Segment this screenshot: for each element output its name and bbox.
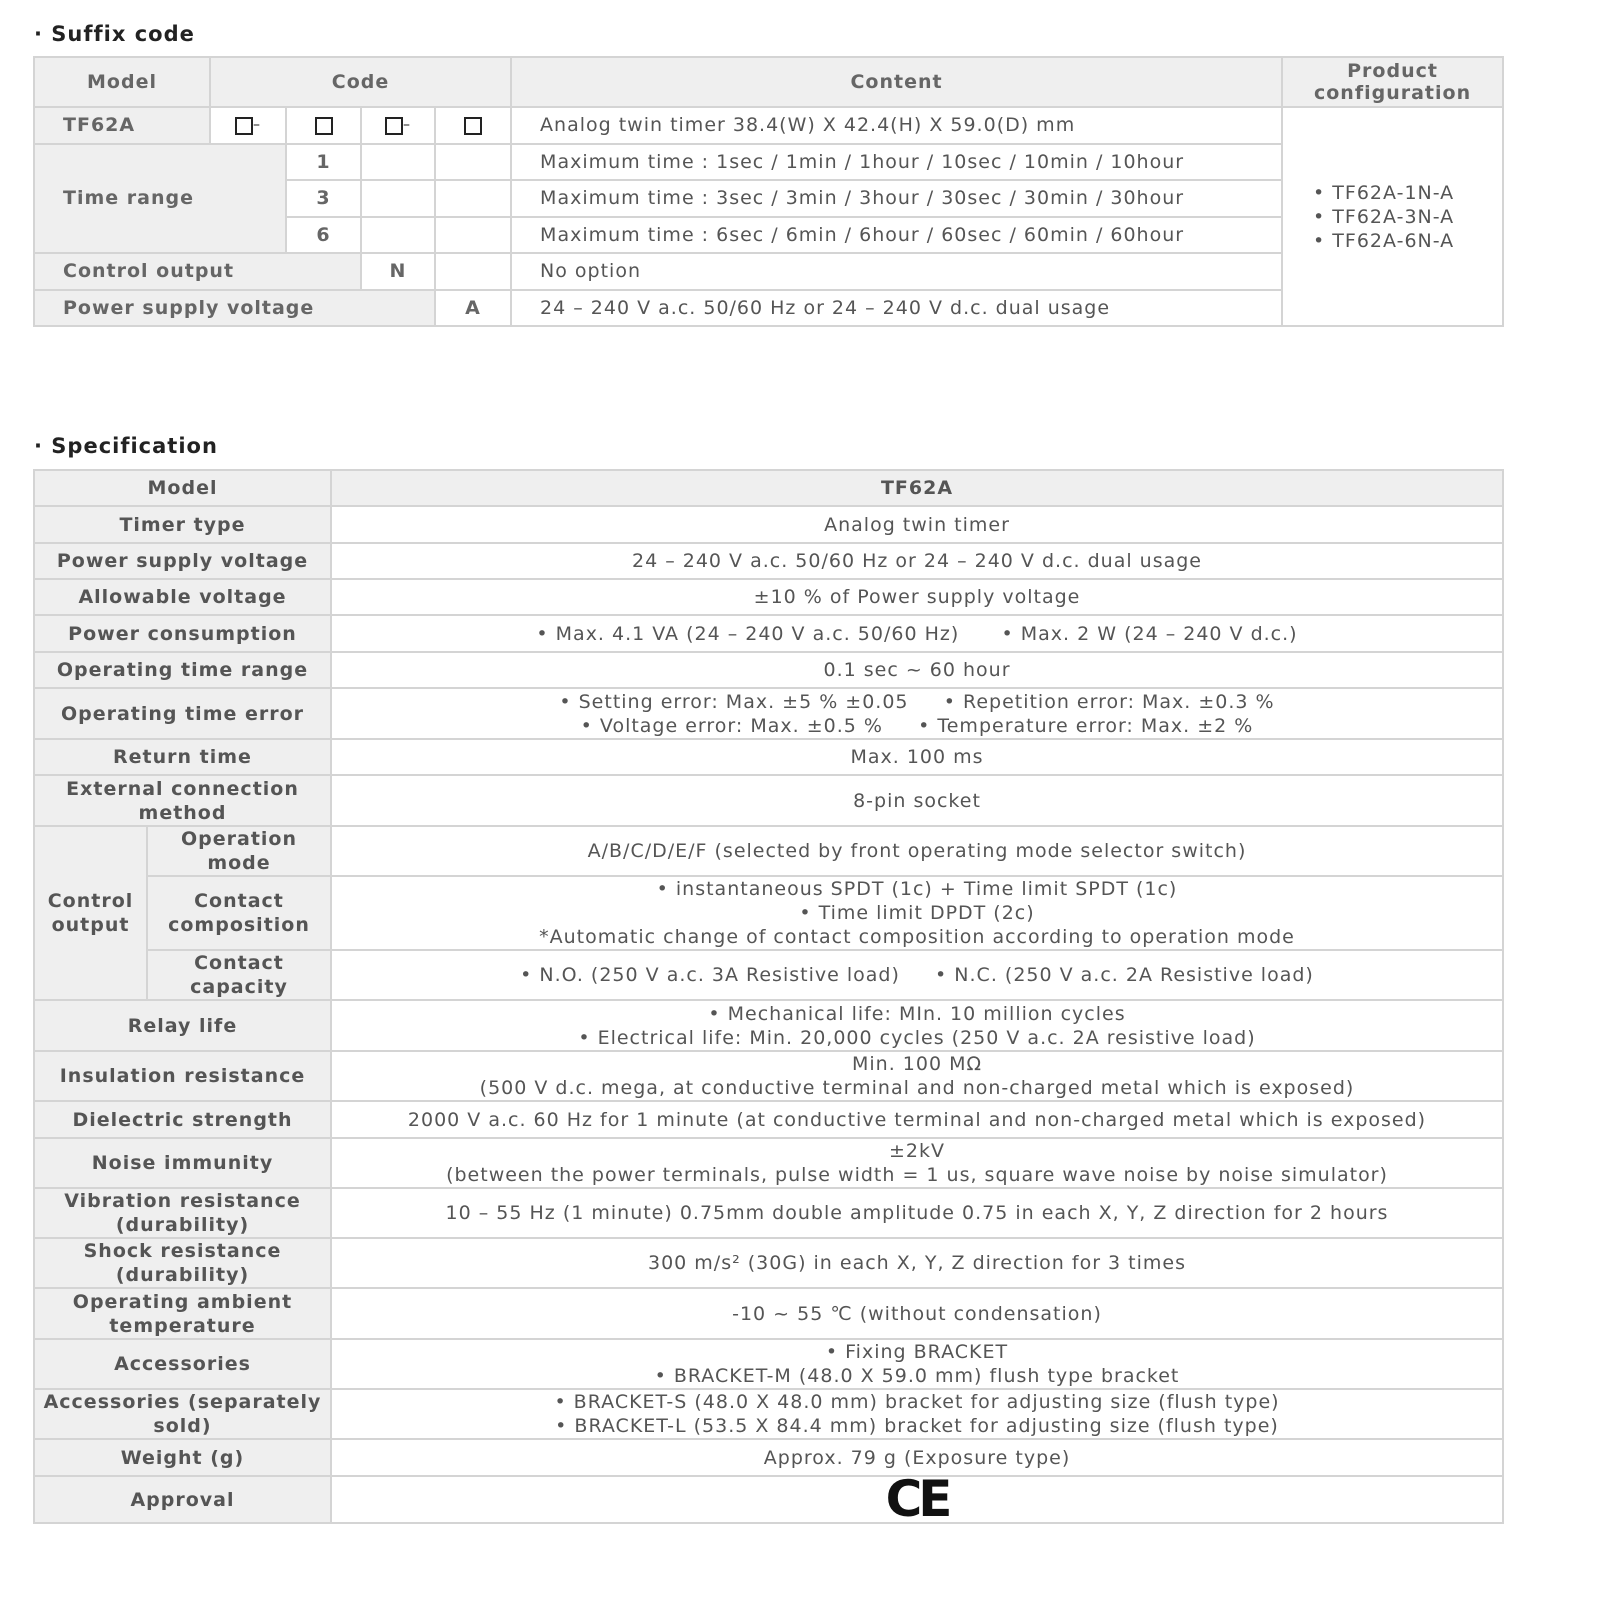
spec-row bbox=[34, 876, 1503, 950]
specification-heading: · Specification bbox=[34, 434, 218, 458]
spec-row bbox=[34, 615, 1503, 652]
spec-value-line: 8-pin socket bbox=[853, 789, 981, 812]
model-content: Analog twin timer 38.4(W) X 42.4(H) X 59.0(D) mm bbox=[511, 107, 1282, 144]
spec-value-line: 300 m/s² (30G) in each X, Y, Z direction for 3 times bbox=[647, 1252, 1186, 1274]
spec-value bbox=[331, 876, 1503, 950]
spec-value bbox=[331, 1138, 1503, 1188]
spec-value bbox=[331, 739, 1503, 775]
header-content: Content bbox=[511, 57, 1282, 107]
spec-model-value: TF62A bbox=[331, 470, 1503, 506]
spec-value bbox=[331, 1238, 1503, 1288]
code-slot-1: – bbox=[210, 107, 286, 144]
spec-value-line: *Automatic change of contact composition according to operation mode bbox=[539, 926, 1295, 948]
power-supply-label: Power supply voltage bbox=[34, 290, 435, 327]
spec-row bbox=[34, 688, 1503, 739]
control-output-label: Control output bbox=[34, 253, 361, 290]
spec-value bbox=[331, 652, 1503, 688]
time-range-code: 3 bbox=[286, 180, 361, 217]
spec-value-line: • BRACKET-L (53.5 X 84.4 mm) bracket for adjusting size (flush type) bbox=[555, 1415, 1279, 1437]
spec-value-line: (500 V d.c. mega, at conductive terminal and non-charged metal which is exposed) bbox=[479, 1077, 1355, 1099]
spec-value bbox=[331, 775, 1503, 826]
spec-value bbox=[331, 1288, 1503, 1339]
spec-value-line: Analog twin timer bbox=[824, 513, 1010, 536]
spec-row bbox=[34, 1101, 1503, 1138]
spec-label: Power consumption bbox=[34, 615, 331, 652]
spec-row bbox=[34, 1339, 1503, 1389]
spec-model-label: Model bbox=[34, 470, 331, 506]
model-cell: TF62A bbox=[34, 107, 210, 144]
config-item: • TF62A-3N-A bbox=[1313, 205, 1455, 228]
spec-label: Timer type bbox=[34, 506, 331, 543]
spec-value bbox=[331, 1339, 1503, 1389]
config-item: • TF62A-1N-A bbox=[1313, 181, 1455, 204]
spec-value-line: Max. 100 ms bbox=[850, 746, 984, 768]
spec-value-line: • N.O. (250 V a.c. 3A Resistive load) • N.C. (250 V a.c. 2A Resistive load) bbox=[520, 964, 1314, 986]
header-product-configuration: Product configuration bbox=[1282, 57, 1503, 107]
spec-row bbox=[34, 579, 1503, 615]
spec-value bbox=[331, 506, 1503, 543]
spec-value bbox=[331, 1051, 1503, 1101]
spec-value-line: 10 – 55 Hz (1 minute) 0.75mm double amplitude 0.75 in each X, Y, Z direction for 2 hours bbox=[445, 1202, 1389, 1224]
spec-label: Dielectric strength bbox=[34, 1101, 331, 1138]
spec-value bbox=[331, 543, 1503, 579]
spec-value-line: 24 – 240 V a.c. 50/60 Hz or 24 – 240 V d.c. dual usage bbox=[632, 550, 1202, 572]
spec-value bbox=[331, 579, 1503, 615]
spec-value-line: -10 ~ 55 ℃ (without condensation) bbox=[732, 1302, 1102, 1325]
spec-value-line: ±2kV bbox=[888, 1140, 945, 1162]
spec-row bbox=[34, 950, 1503, 1000]
spec-label: Accessories (separately sold) bbox=[34, 1389, 331, 1439]
spec-value bbox=[331, 1000, 1503, 1051]
spec-row bbox=[34, 1439, 1503, 1476]
spec-label: Operating ambient temperature bbox=[34, 1288, 331, 1339]
time-range-content: Maximum time : 6sec / 6min / 6hour / 60sec / 60min / 60hour bbox=[511, 217, 1282, 254]
spec-value-line: Min. 100 MΩ bbox=[851, 1053, 982, 1075]
product-configuration-list bbox=[1282, 107, 1503, 326]
suffix-code-heading: · Suffix code bbox=[34, 22, 195, 46]
spec-label: Contact capacity bbox=[147, 950, 331, 1000]
spec-label: Accessories bbox=[34, 1339, 331, 1389]
spec-row bbox=[34, 1476, 1503, 1523]
spec-label: Operating time error bbox=[34, 688, 331, 739]
spec-value-line: • instantaneous SPDT (1c) + Time limit SPDT (1c) bbox=[656, 878, 1178, 900]
spec-row bbox=[34, 1238, 1503, 1288]
spec-value-line: • BRACKET-S (48.0 X 48.0 mm) bracket for adjusting size (flush type) bbox=[554, 1391, 1280, 1413]
code-slot-2 bbox=[286, 107, 361, 144]
spec-value-line: • BRACKET-M (48.0 X 59.0 mm) flush type bracket bbox=[654, 1365, 1180, 1387]
spec-value-line: ±10 % of Power supply voltage bbox=[753, 586, 1081, 608]
spec-value-line: • Voltage error: Max. ±0.5 % • Temperature error: Max. ±2 % bbox=[580, 714, 1254, 737]
spec-row bbox=[34, 775, 1503, 826]
spec-label: Insulation resistance bbox=[34, 1051, 331, 1101]
spec-value-line: Approx. 79 g (Exposure type) bbox=[763, 1446, 1071, 1469]
ce-mark-icon: CE bbox=[885, 1470, 949, 1528]
spec-row bbox=[34, 1389, 1503, 1439]
spec-label: Contact composition bbox=[147, 876, 331, 950]
spec-value bbox=[331, 688, 1503, 739]
header-code: Code bbox=[210, 57, 511, 107]
time-range-code: 1 bbox=[286, 144, 361, 181]
spec-label: Power supply voltage bbox=[34, 543, 331, 579]
spec-row bbox=[34, 652, 1503, 688]
specification-table bbox=[33, 469, 1504, 1528]
time-range-code: 6 bbox=[286, 217, 361, 254]
spec-value-line: • Mechanical life: MIn. 10 million cycles bbox=[708, 1002, 1126, 1025]
spec-label: Operating time range bbox=[34, 652, 331, 688]
spec-value-line: (between the power terminals, pulse width = 1 us, square wave noise by noise simulator) bbox=[446, 1164, 1388, 1186]
spec-value bbox=[331, 615, 1503, 652]
spec-value-line: A/B/C/D/E/F (selected by front operating mode selector switch) bbox=[587, 840, 1247, 862]
spec-value bbox=[331, 1470, 1503, 1528]
time-range-label: Time range bbox=[34, 144, 286, 254]
control-output-content: No option bbox=[511, 253, 1282, 290]
spec-label: Return time bbox=[34, 739, 331, 775]
code-slot-4 bbox=[435, 107, 511, 144]
header-model: Model bbox=[34, 57, 210, 107]
spec-row bbox=[34, 1188, 1503, 1238]
spec-row bbox=[34, 506, 1503, 543]
spec-row bbox=[34, 1288, 1503, 1339]
spec-label: Relay life bbox=[34, 1000, 331, 1051]
spec-value bbox=[331, 950, 1503, 1000]
control-output-group-label: Control output bbox=[34, 826, 147, 1000]
time-range-content: Maximum time : 3sec / 3min / 3hour / 30sec / 30min / 30hour bbox=[511, 180, 1282, 217]
suffix-code-table bbox=[33, 56, 1504, 327]
spec-value bbox=[331, 1101, 1503, 1138]
spec-row bbox=[34, 826, 1503, 876]
spec-row bbox=[34, 739, 1503, 775]
spec-label: Approval bbox=[34, 1476, 331, 1523]
spec-value bbox=[331, 1389, 1503, 1439]
spec-value-line: 0.1 sec ~ 60 hour bbox=[823, 659, 1011, 681]
power-supply-content: 24 – 240 V a.c. 50/60 Hz or 24 – 240 V d.c. dual usage bbox=[511, 290, 1282, 327]
spec-label: Weight (g) bbox=[34, 1439, 331, 1476]
spec-value bbox=[331, 826, 1503, 876]
code-slot-3: – bbox=[361, 107, 435, 144]
spec-label: Noise immunity bbox=[34, 1138, 331, 1188]
spec-row bbox=[34, 1000, 1503, 1051]
time-range-content: Maximum time : 1sec / 1min / 1hour / 10sec / 10min / 10hour bbox=[511, 144, 1282, 181]
power-supply-code: A bbox=[435, 290, 511, 327]
control-output-code: N bbox=[361, 253, 435, 290]
spec-value-line: • Setting error: Max. ±5 % ±0.05 • Repetition error: Max. ±0.3 % bbox=[559, 690, 1275, 713]
spec-value-line: • Max. 4.1 VA (24 – 240 V a.c. 50/60 Hz) • Max. 2 W (24 – 240 V d.c.) bbox=[536, 622, 1298, 645]
spec-label: Allowable voltage bbox=[34, 579, 331, 615]
spec-value-line: • Electrical life: Min. 20,000 cycles (250 V a.c. 2A resistive load) bbox=[578, 1026, 1256, 1049]
spec-row bbox=[34, 1051, 1503, 1101]
spec-row bbox=[34, 543, 1503, 579]
spec-label: Operation mode bbox=[147, 826, 331, 876]
spec-label: Shock resistance (durability) bbox=[34, 1238, 331, 1288]
spec-label: Vibration resistance (durability) bbox=[34, 1188, 331, 1238]
spec-value bbox=[331, 1188, 1503, 1238]
spec-value-line: 2000 V a.c. 60 Hz for 1 minute (at conductive terminal and non-charged metal which is exposed) bbox=[407, 1108, 1427, 1131]
spec-label: External connection method bbox=[34, 775, 331, 826]
spec-value-line: • Fixing BRACKET bbox=[825, 1341, 1009, 1363]
config-item: • TF62A-6N-A bbox=[1313, 229, 1455, 252]
spec-value-line: • Time limit DPDT (2c) bbox=[799, 902, 1035, 924]
spec-row bbox=[34, 1138, 1503, 1188]
